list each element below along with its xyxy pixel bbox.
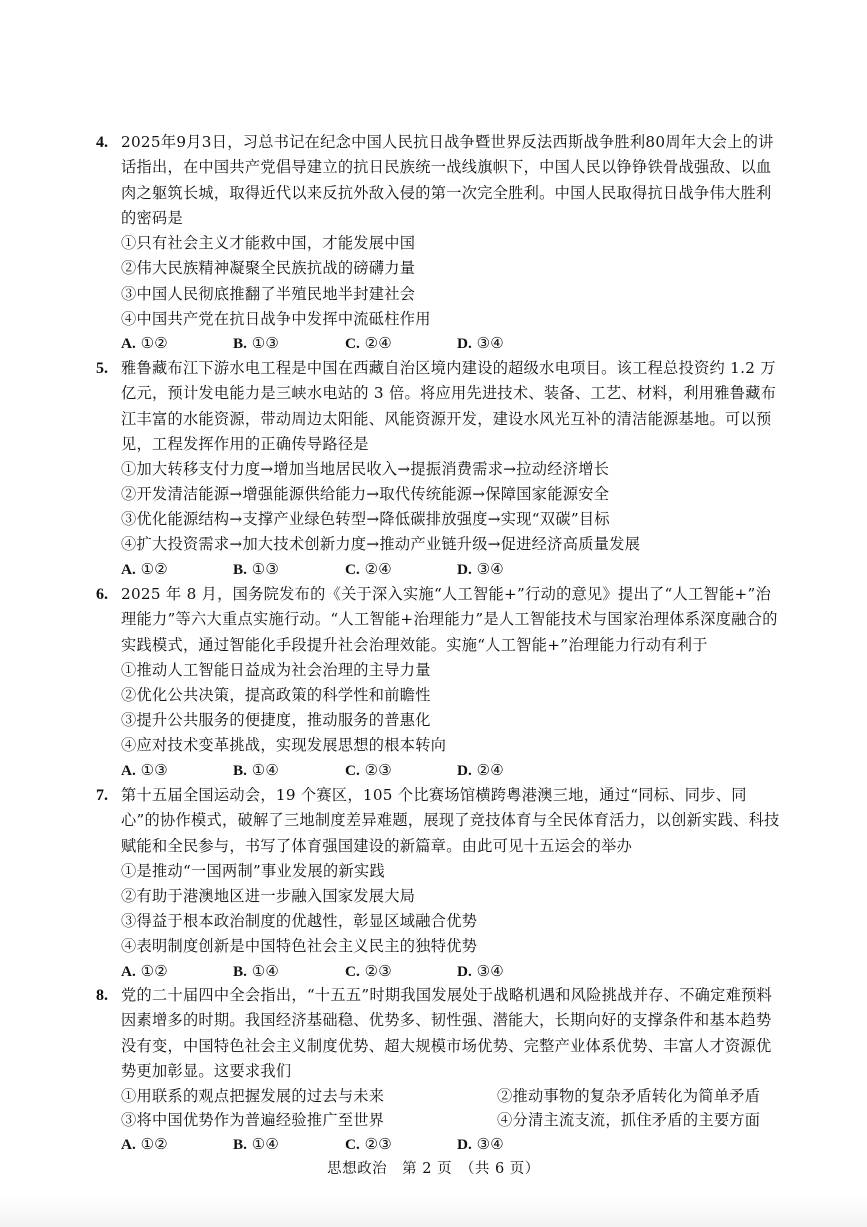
question-stem: 雅鲁藏布江下游水电工程是中国在西藏自治区境内建设的超级水电项目。该工程总投资约 1.2 万亿元，预计发电能力是三峡水电站的 3 倍。将应用先进技术、装备、工艺、材料，利用雅鲁藏布江丰富的水能资源，带动周边太阳能、风能资源开发，建设水风光互补的清洁能源基地。可以预见，工程发挥作用的正确传导路径是 xyxy=(121,359,777,454)
option-3: ③优化能源结构→支撑产业绿色转型→降低碳排放强度→实现“双碳”目标 xyxy=(121,510,610,528)
choice-a[interactable]: A. ①② xyxy=(121,560,168,578)
option-1: ①推动人工智能日益成为社会治理的主导力量 xyxy=(121,661,431,679)
choice-c[interactable]: C. ②③ xyxy=(345,962,392,980)
option-4: ④表明制度创新是中国特色社会主义民主的独特优势 xyxy=(121,937,478,955)
choice-a[interactable]: A. ①③ xyxy=(121,761,168,779)
option-1: ①是推动“一国两制”事业发展的新实践 xyxy=(121,862,385,880)
question-stem: 第十五届全国运动会，19 个赛区，105 个比赛场馆横跨粤港澳三地，通过“同标、同步、同心”的协作模式，破解了三地制度差异难题，展现了竞技体育与全民体育活力，以创新实践、科技赋能和全民参与，书写了体育强国建设的新篇章。由此可见十五运会的举办 xyxy=(121,786,780,855)
choice-d[interactable]: D. ③④ xyxy=(457,334,504,352)
choice-a[interactable]: A. ①② xyxy=(121,334,168,352)
answer-choices xyxy=(121,1132,581,1157)
answer-choices xyxy=(121,758,581,783)
choice-c[interactable]: C. ②③ xyxy=(345,1135,392,1153)
option-3: ③将中国优势作为普遍经验推广至世界 xyxy=(121,1111,385,1129)
choice-c[interactable]: C. ②③ xyxy=(345,761,392,779)
option-2: ②推动事物的复杂矛盾转化为简单矛盾 xyxy=(497,1087,761,1105)
option-3: ③得益于根本政治制度的优越性，彰显区域融合优势 xyxy=(121,912,478,930)
option-4: ④应对技术变革挑战，实现发展思想的根本转向 xyxy=(121,736,447,754)
choice-d[interactable]: D. ③④ xyxy=(457,560,504,578)
option-4: ④中国共产党在抗日战争中发挥中流砥柱作用 xyxy=(121,310,431,328)
choice-d[interactable]: D. ②④ xyxy=(457,761,504,779)
option-2: ②开发清洁能源→增强能源供给能力→取代传统能源→保障国家能源安全 xyxy=(121,485,610,503)
choice-b[interactable]: B. ①③ xyxy=(233,334,279,352)
option-4: ④分清主流支流，抓住矛盾的主要方面 xyxy=(497,1111,761,1129)
option-1: ①用联系的观点把握发展的过去与未来 xyxy=(121,1087,385,1105)
choice-c[interactable]: C. ②④ xyxy=(345,334,392,352)
option-2: ②优化公共决策，提高政策的科学性和前瞻性 xyxy=(121,686,431,704)
option-3: ③中国人民彻底推翻了半殖民地半封建社会 xyxy=(121,285,416,303)
question-number: 6. xyxy=(96,586,108,603)
answer-choices xyxy=(121,557,581,582)
choice-a[interactable]: A. ①② xyxy=(121,962,168,980)
choice-d[interactable]: D. ③④ xyxy=(457,962,504,980)
question-number: 8. xyxy=(96,987,108,1004)
choice-a[interactable]: A. ①② xyxy=(121,1135,168,1153)
choice-b[interactable]: B. ①③ xyxy=(233,560,279,578)
scan-edge xyxy=(0,1195,867,1227)
question-stem: 2025年9月3日，习总书记在纪念中国人民抗日战争暨世界反法西斯战争胜利80周年大会上的讲话指出，在中国共产党倡导建立的抗日民族统一战线旗帜下，中国人民以铮铮铁骨战强敌、以血肉之躯筑长城，取得近代以来反抗外敌入侵的第一次完全胜利。中国人民取得抗日战争伟大胜利的密码是 xyxy=(121,133,774,228)
option-1: ①只有社会主义才能救中国，才能发展中国 xyxy=(121,234,416,252)
choice-b[interactable]: B. ①④ xyxy=(233,761,279,779)
answer-choices xyxy=(121,331,581,356)
choice-b[interactable]: B. ①④ xyxy=(233,1135,279,1153)
choice-c[interactable]: C. ②④ xyxy=(345,560,392,578)
option-4: ④扩大投资需求→加大技术创新力度→推动产业链升级→促进经济高质量发展 xyxy=(121,535,641,553)
question-stem: 2025 年 8 月，国务院发布的《关于深入实施“人工智能+”行动的意见》提出了“人工智能+”治理能力”等六大重点实施行动。“人工智能+治理能力”是人工智能技术与国家治理体系深度融合的实践模式，通过智能化手段提升社会治理效能。实施“人工智能+”治理能力行动有利于 xyxy=(121,585,778,654)
question-number: 5. xyxy=(96,360,108,377)
option-2: ②有助于港澳地区进一步融入国家发展大局 xyxy=(121,887,416,905)
choice-d[interactable]: D. ③④ xyxy=(457,1135,504,1153)
page-footer: 思想政治 第 2 页 （共 6 页） xyxy=(327,1161,540,1177)
answer-choices xyxy=(121,959,581,984)
choice-b[interactable]: B. ①④ xyxy=(233,962,279,980)
option-1: ①加大转移支付力度→增加当地居民收入→提振消费需求→拉动经济增长 xyxy=(121,460,610,478)
option-3: ③提升公共服务的便捷度，推动服务的普惠化 xyxy=(121,711,431,729)
question-number: 4. xyxy=(96,134,108,151)
question-stem: 党的二十届四中全会指出，“十五五”时期我国发展处于战略机遇和风险挑战并存、不确定难预料因素增多的时期。我国经济基础稳、优势多、韧性强、潜能大，长期向好的支撑条件和基本趋势没有变，中国特色社会主义制度优势、超大规模市场优势、完整产业体系优势、丰富人才资源优势更加彰显。这要求我们 xyxy=(121,986,773,1081)
question-number: 7. xyxy=(96,787,108,804)
option-2: ②伟大民族精神凝聚全民族抗战的磅礴力量 xyxy=(121,259,416,277)
